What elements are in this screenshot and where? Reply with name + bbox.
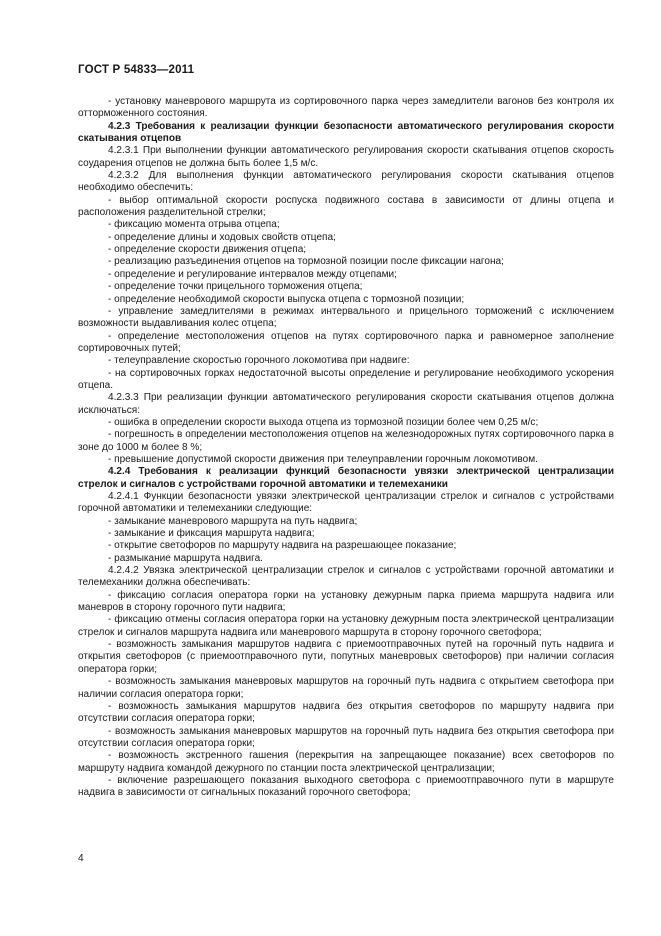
paragraph: - установку маневрового маршрута из сортировочного парка через замедлители вагонов без контроля их отторможенного состояния. (78, 96, 614, 120)
paragraph: 4.2.4.2 Увязка электрической централизации стрелок и сигналов с устройствами горочной автоматики и телемеханики должна обеспечивать: (78, 565, 614, 589)
paragraph: - включение разрешающего показания выходного светофора с приемоотправочного пути в маршруте надвига в зависимости от сигнальных показаний горочного светофора; (78, 774, 614, 799)
paragraph: - открытие светофоров по маршруту надвига на разрешающее показание; (108, 540, 457, 552)
paragraph: - определение необходимой скорости выпуска отцепа с тормозной позиции; (108, 293, 465, 305)
paragraph: - замыкание маневрового маршрута на путь надвига; (108, 515, 358, 527)
paragraph: - погрешность в определении местоположения отцепов на железнодорожных путях сортировочного парка в зоне до 1000 м более 8 %; (78, 429, 614, 453)
paragraph: - реализацию разъединения отцепов на тормозной позиции после фиксации нагона; (108, 256, 504, 268)
paragraph: 4.2.3.3 При реализации функции автоматического регулирования скорости скатывания отцепов должна исключаться: (78, 392, 614, 416)
page-number: 4 (78, 853, 84, 864)
paragraph: - определение скорости движения отцепа; (108, 244, 307, 256)
paragraph: - определение и регулирование интервалов между отцепами; (108, 268, 397, 280)
paragraph: 4.2.3.2 Для выполнения функции автоматического регулирования скорости скатывания отцепов необходимо обеспечить: (78, 170, 614, 194)
paragraph: - управление замедлителями в режимах интервального и прицельного торможений с исключением возможности выдавливания колес отцепа; (78, 305, 614, 330)
paragraph: - превышение допустимой скорости движения при телеуправлении горочным локомотивом. (108, 453, 538, 465)
paragraph: - возможность замыкания маршрутов надвига без открытия светофоров по маршруту надвига при отсутствии согласия оператора горки; (78, 700, 614, 725)
paragraph: - определение длины и ходовых свойств отцепа; (108, 231, 336, 243)
document-body (78, 96, 614, 800)
paragraph: - замыкание и фиксация маршрута надвига; (108, 528, 315, 540)
paragraph: - возможность экстренного гашения (перекрытия на запрещающее показание) всех светофоров по маршруту надвига командой дежурного по станции поста электрической централизации; (78, 750, 614, 774)
paragraph: - определение точки прицельного торможения отцепа; (108, 281, 363, 293)
paragraph: - телеуправление скоростью горочного локомотива при надвиге: (108, 355, 410, 367)
paragraph: - фиксацию согласия оператора горки на установку дежурным парка приема маршрута надвига или маневров в сторону горочного пути надвига; (78, 589, 614, 614)
section-heading: 4.2.3 Требования к реализации функции безопасности автоматического регулирования скорости скатывания отцепов (78, 120, 614, 145)
paragraph: 4.2.3.1 При выполнении функции автоматического регулирования скорости скатывания отцепов скорость соударения отцепов не должна быть более 1,5 м/с. (78, 145, 614, 169)
paragraph: - возможность замыкания маневровых маршрутов на горочный путь надвига с открытием светофора при наличии согласия оператора горки; (78, 676, 614, 700)
paragraph: - на сортировочных горках недостаточной высоты определение и регулирование необходимого ускорения отцепа. (78, 367, 614, 391)
paragraph: - возможность замыкания маршрутов надвига с приемоотправочных путей на горочный путь надвига и открытия светофоров (с приемоотправочного пути, попутных маневровых светофоров) при наличии согласия оператора горки; (78, 639, 614, 675)
paragraph: - возможность замыкания маневровых маршрутов на горочный путь надвига без открытия светофора при отсутствии согласия оператора горки; (78, 725, 614, 749)
paragraph: - фиксацию момента отрыва отцепа; (108, 219, 280, 231)
paragraph: - размыкание маршрута надвига. (108, 552, 263, 564)
document-header: ГОСТ Р 54833—2011 (78, 64, 195, 76)
section-heading: 4.2.4 Требования к реализации функций безопасности увязки электрической централизации стрелок и сигналов с устройствами горочной автоматики и телемеханики (78, 466, 614, 490)
paragraph: - фиксацию отмены согласия оператора горки на установку дежурным поста электрической централизации стрелок и сигналов маршрута надвига или маневрового маршрута в сторону горочного светофора; (78, 614, 614, 638)
paragraph: - ошибка в определении скорости выхода отцепа из тормозной позиции более чем 0,25 м/с; (108, 416, 539, 428)
paragraph: - определение местоположения отцепов на путях сортировочного парка и равномерное заполнение сортировочных путей; (78, 330, 614, 354)
paragraph: - выбор оптимальной скорости роспуска подвижного состава в зависимости от длины отцепа и расположения разделительной стрелки; (78, 194, 614, 219)
paragraph: 4.2.4.1 Функции безопасности увязки электрической централизации стрелок и сигналов с устройствами горочной автоматики и телемеханики следующие: (78, 491, 614, 515)
